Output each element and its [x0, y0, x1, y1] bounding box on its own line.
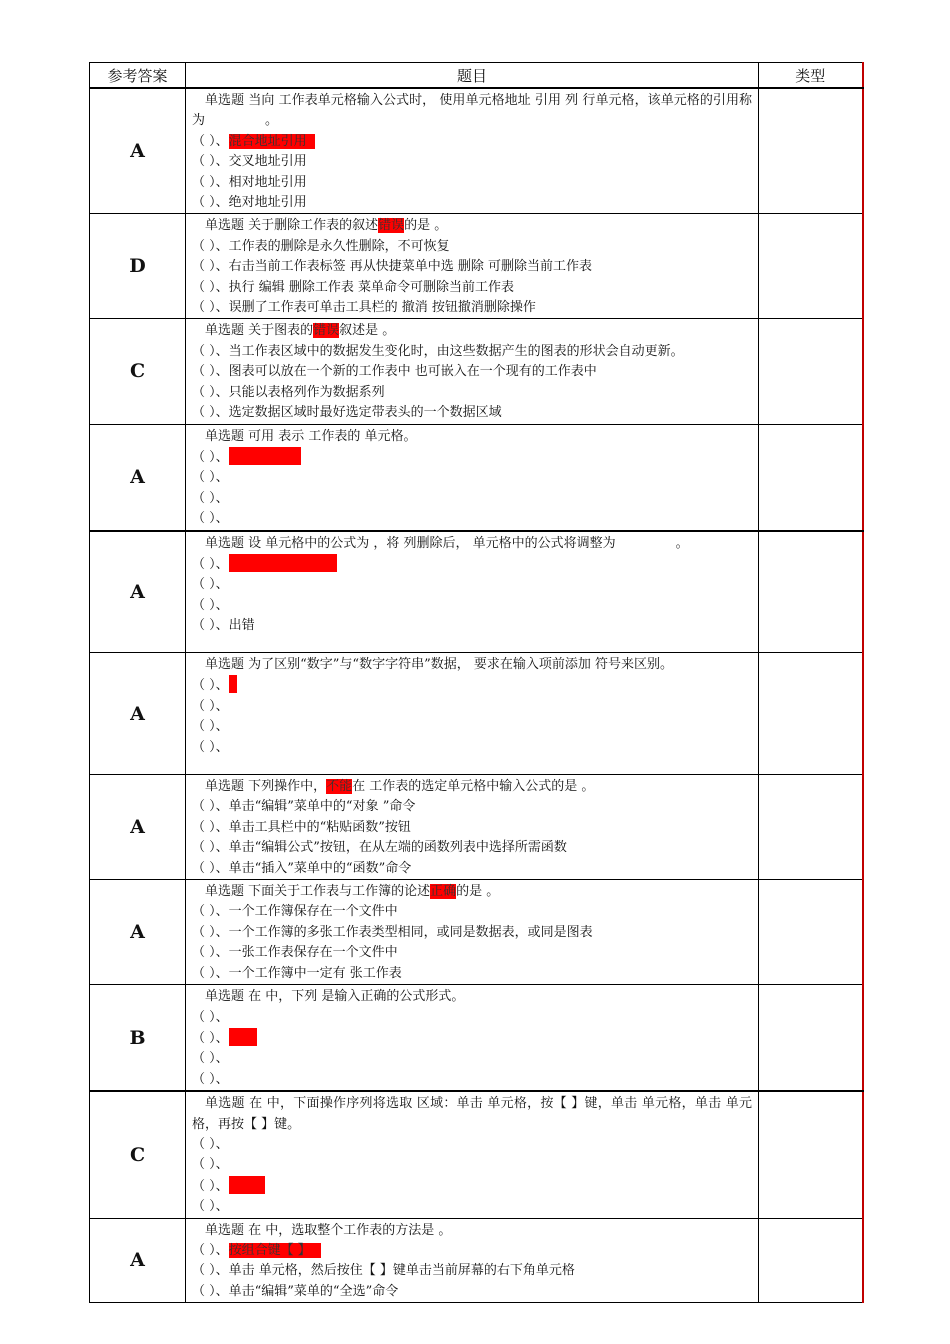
- type-cell: [759, 775, 863, 880]
- type-cell: [759, 319, 863, 424]
- answer-cell: A: [90, 653, 186, 775]
- question-cell: [186, 653, 759, 775]
- table-row: [90, 319, 863, 424]
- option-d: （ ）、: [192, 1199, 229, 1215]
- option-a: （ ）、按组合键【 】: [192, 1241, 752, 1261]
- question-stem: 单选题 可用 表示 工作表的 单元格。: [205, 428, 417, 444]
- question-stem: 单选题 在 中，选取整个工作表的方法是 。: [205, 1222, 452, 1238]
- option-c: （ ）、: [192, 490, 229, 506]
- answer-cell: A: [90, 775, 186, 880]
- table-header-row: [90, 63, 863, 89]
- option-c: （ ）、: [192, 1176, 752, 1197]
- question-cell: [186, 424, 759, 531]
- option-b: （ ）、图表可以放在一个新的工作表中 也可嵌入在一个现有的工作表中: [192, 364, 597, 380]
- redacted-answer-block: [229, 554, 337, 572]
- option-b: （ ）、单击工具栏中的“粘贴函数”按钮: [192, 819, 411, 835]
- answer-cell: B: [90, 985, 186, 1092]
- option-b: （ ）、: [192, 698, 229, 714]
- question-stem: 单选题 当向 工作表单元格输入公式时， 使用单元格地址 引用 列 行单元格，该单元格的引用称为 。: [192, 93, 752, 129]
- question-stem: 单选题 下面关于工作表与工作簿的论述正确的是 。: [205, 884, 500, 900]
- answer-cell: D: [90, 214, 186, 319]
- option-d: （ ）、一个工作簿中一定有 张工作表: [192, 965, 402, 981]
- option-b: （ ）、右击当前工作表标签 再从快捷菜单中选 删除 可删除当前工作表: [192, 259, 593, 275]
- option-d: （ ）、出错: [192, 618, 255, 634]
- type-cell: [759, 531, 863, 653]
- redacted-answer-block: [229, 1176, 265, 1194]
- type-cell: [759, 424, 863, 531]
- type-cell: [759, 880, 863, 985]
- option-d: （ ）、: [192, 1071, 229, 1087]
- question-stem: 单选题 关于删除工作表的叙述错误的是 。: [205, 218, 448, 234]
- question-table: [89, 62, 864, 1303]
- option-c: （ ）、: [192, 597, 229, 613]
- option-a: （ ）、: [192, 1136, 229, 1152]
- option-c: （ ）、: [192, 719, 229, 735]
- question-cell: [186, 88, 759, 214]
- table-row: [90, 880, 863, 985]
- option-d: （ ）、选定数据区域时最好选定带表头的一个数据区域: [192, 405, 502, 421]
- header-answer: 参考答案: [90, 63, 186, 89]
- option-a: （ ）、: [192, 1009, 229, 1025]
- option-a: （ ）、单击“编辑”菜单中的“对象 ”命令: [192, 799, 416, 815]
- question-cell: [186, 985, 759, 1092]
- question-cell: [186, 1218, 759, 1303]
- answer-cell: A: [90, 1218, 186, 1303]
- option-c: （ ）、: [192, 1051, 229, 1067]
- option-c: （ ）、执行 编辑 删除工作表 菜单命令可删除当前工作表: [192, 279, 515, 295]
- question-stem: 单选题 为了区别“数字”与“数字字符串”数据， 要求在输入项前添加 符号来区别。: [205, 657, 673, 673]
- question-cell: [186, 531, 759, 653]
- option-b: （ ）、: [192, 470, 229, 486]
- option-c: （ ）、只能以表格列作为数据系列: [192, 384, 385, 400]
- option-d: （ ）、误删了工作表可单击工具栏的 撤消 按钮撤消删除操作: [192, 300, 536, 316]
- table-row: [90, 1218, 863, 1303]
- question-stem: 单选题 设 单元格中的公式为 ，将 列删除后， 单元格中的公式将调整为 。: [205, 535, 689, 551]
- option-a: （ ）、: [192, 675, 752, 696]
- question-cell: [186, 775, 759, 880]
- header-question: 题目: [186, 63, 759, 89]
- answer-cell: A: [90, 88, 186, 214]
- answer-cell: A: [90, 880, 186, 985]
- option-c: （ ）、一张工作表保存在一个文件中: [192, 945, 398, 961]
- type-cell: [759, 88, 863, 214]
- option-a: （ ）、混合地址引用: [192, 132, 752, 152]
- question-cell: [186, 1091, 759, 1218]
- question-stem: 单选题 下列操作中，不能在 工作表的选定单元格中输入公式的是 。: [205, 779, 595, 795]
- question-stem: 单选题 在 中，下列 是输入正确的公式形式。: [205, 989, 465, 1005]
- option-b: （ ）、一个工作簿的多张工作表类型相同，或同是数据表，或同是图表: [192, 924, 593, 940]
- answer-cell: C: [90, 1091, 186, 1218]
- option-b: （ ）、: [192, 1028, 752, 1049]
- option-a: （ ）、工作表的删除是永久性删除，不可恢复: [192, 238, 450, 254]
- answer-cell: C: [90, 319, 186, 424]
- table-row: [90, 88, 863, 214]
- table-row: [90, 424, 863, 531]
- table-row: [90, 1091, 863, 1218]
- table-row: [90, 531, 863, 653]
- redacted-answer-block: [229, 447, 301, 465]
- option-b: （ ）、交叉地址引用: [192, 154, 307, 170]
- question-stem: 单选题 在 中，下面操作序列将选取 区域：单击 单元格，按【 】键，单击 单元格，单击 单元格，再按【 】键。: [192, 1096, 752, 1132]
- option-b: （ ）、单击 单元格，然后按住【 】键单击当前屏幕的右下角单元格: [192, 1263, 575, 1279]
- answer-cell: A: [90, 531, 186, 653]
- question-cell: [186, 880, 759, 985]
- option-a: （ ）、: [192, 554, 752, 575]
- header-type: 类型: [759, 63, 863, 89]
- option-d: （ ）、: [192, 739, 229, 755]
- question-cell: [186, 214, 759, 319]
- option-c: （ ）、相对地址引用: [192, 174, 307, 190]
- question-stem: 单选题 关于图表的错误叙述是 。: [205, 323, 396, 339]
- answer-sheet: [89, 62, 862, 1303]
- type-cell: [759, 1218, 863, 1303]
- redacted-answer-block: [229, 675, 237, 693]
- table-row: [90, 653, 863, 775]
- type-cell: [759, 214, 863, 319]
- table-row: [90, 775, 863, 880]
- type-cell: [759, 985, 863, 1092]
- table-row: [90, 214, 863, 319]
- answer-cell: A: [90, 424, 186, 531]
- option-d: （ ）、绝对地址引用: [192, 195, 307, 211]
- option-c: （ ）、单击“编辑”菜单的“全选”命令: [192, 1283, 399, 1299]
- redacted-answer-block: [229, 1028, 257, 1046]
- option-c: （ ）、单击“编辑公式”按钮，在从左端的函数列表中选择所需函数: [192, 840, 567, 856]
- option-b: （ ）、: [192, 1157, 229, 1173]
- option-a: （ ）、一个工作簿保存在一个文件中: [192, 904, 398, 920]
- type-cell: [759, 1091, 863, 1218]
- option-d: （ ）、: [192, 511, 229, 527]
- option-a: （ ）、当工作表区域中的数据发生变化时，由这些数据产生的图表的形状会自动更新。: [192, 343, 684, 359]
- table-row: [90, 985, 863, 1092]
- option-b: （ ）、: [192, 577, 229, 593]
- option-a: （ ）、: [192, 447, 752, 468]
- type-cell: [759, 653, 863, 775]
- option-d: （ ）、单击“插入”菜单中的“函数”命令: [192, 860, 412, 876]
- question-cell: [186, 319, 759, 424]
